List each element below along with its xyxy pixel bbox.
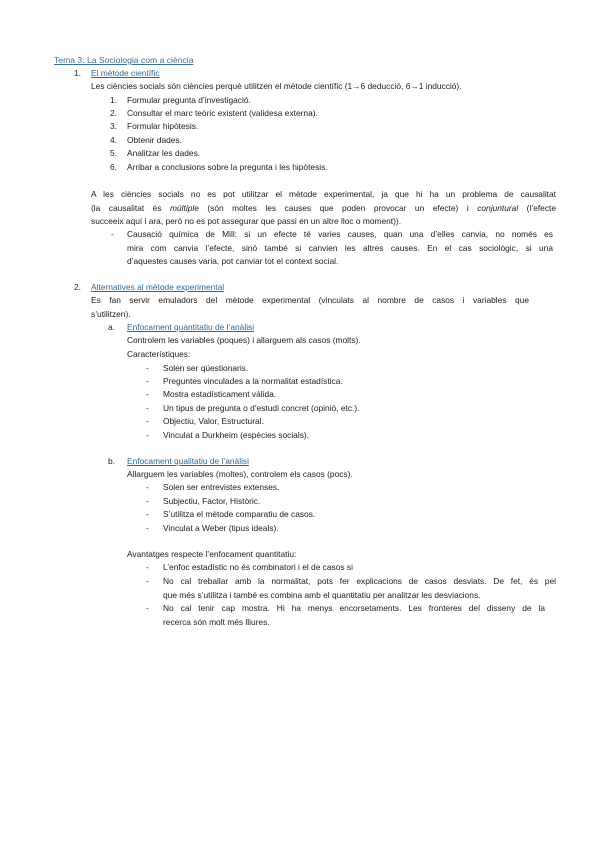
section-1-number: 1.: [74, 68, 81, 78]
step-number: 6.: [110, 162, 117, 172]
step-number: 4.: [110, 135, 117, 145]
list-item: Un tipus de pregunta o d’estudi concret (opinió, etc.).: [163, 403, 360, 413]
bullet-dash: -: [146, 389, 149, 399]
section-2-heading: Alternatives al mètode experimental: [91, 282, 225, 292]
section-2-intro: [91, 294, 529, 321]
section-1-intro: Les ciències socials són ciències perquè utilitzen el mètode científic (1→6 deducció, 6→1 inducció).: [91, 81, 462, 91]
bullet-dash: -: [146, 509, 149, 519]
list-item: Solen ser entrevistes extenses.: [163, 482, 280, 492]
subsection-a-letter: a.: [108, 322, 115, 332]
paragraph-line: recerca són molt més lliures.: [163, 616, 270, 627]
bullet-dash: -: [146, 416, 149, 426]
list-item: Solen ser qüestionaris.: [163, 363, 249, 373]
step-number: 3.: [110, 121, 117, 131]
list-item: [163, 602, 545, 629]
list-item: S’utilitza el mètode comparatiu de casos.: [163, 509, 316, 519]
paragraph-line: Causació química de Mill: si un efecte té varies causes, quan una d’elles canvia, no només es: [127, 229, 553, 239]
step-text: Formular pregunta d’investigació.: [127, 95, 251, 105]
bullet-dash: -: [111, 229, 114, 239]
document-title: Tema 3: La Sociologia com a ciència: [54, 55, 194, 65]
step-text: Consultar el marc teòric existent (validesa externa).: [127, 108, 318, 118]
bullet-dash: -: [146, 562, 149, 572]
bullet-dash: -: [146, 576, 149, 586]
paragraph-line: d’aquestes causes varia, pot canviar tot el context social.: [127, 256, 339, 266]
bullet-dash: -: [146, 430, 149, 440]
list-item: L’enfoc estadístic no és combinatori i el de casos si: [163, 562, 353, 572]
list-item: Mostra estadísticament vàlida.: [163, 389, 277, 399]
bullet-dash: -: [146, 603, 149, 613]
list-item: [163, 575, 556, 602]
paragraph-line: mira com canvia l’efecte, sinó també si canvien les altres causes. En el cas sociològic, si una: [127, 242, 553, 253]
paragraph-line: s’utilitzen).: [91, 308, 131, 319]
paragraph-line: No cal tenir cap mostra. Hi ha menys encorsetaments. Les fronteres del disseny de la: [163, 603, 545, 613]
characteristics-label: Característiques:: [127, 349, 191, 359]
section-1-heading: El mètode científic: [91, 68, 160, 78]
step-text: Analitzar les dades.: [127, 148, 201, 158]
bullet-dash: -: [146, 376, 149, 386]
advantages-label: Avantatges respecte l’enfocament quantitatiu:: [127, 549, 297, 559]
quantitative-summary: Controlem les variables (poques) i allarguem als casos (molts).: [127, 335, 361, 345]
step-text: Formular hipòtesis.: [127, 121, 199, 131]
paragraph-line: Es fan servir emuladors del mètode experimental (vinculats al nombre de casos i variables que: [91, 295, 529, 305]
step-text: Obtenir dades.: [127, 135, 182, 145]
bullet-dash: -: [146, 363, 149, 373]
paragraph-line: No cal treballar amb la normalitat, pots fer explicacions de casos desviats. De fet, és pel: [163, 576, 556, 586]
causality-paragraph: [91, 188, 556, 229]
step-text: Arribar a conclusions sobre la pregunta i les hipòtesis.: [127, 162, 328, 172]
paragraph-line: (la causalitat és múltiple (són moltes les causes que poden provocar un efecte) i conjuntural (l’efecte: [91, 202, 557, 213]
bullet-dash: -: [146, 523, 149, 533]
step-number: 2.: [110, 108, 117, 118]
step-number: 5.: [110, 148, 117, 158]
mill-paragraph: [127, 228, 553, 269]
bullet-dash: -: [146, 482, 149, 492]
list-item: Vinculat a Durkheim (espècies socials).: [163, 430, 310, 440]
list-item: Preguntes vinculades a la normalitat estadística.: [163, 376, 343, 386]
subsection-b-heading: Enfocament qualitatiu de l’anàlisi: [127, 456, 249, 466]
list-item: Vinculat a Weber (tipus ideals).: [163, 523, 279, 533]
subsection-b-letter: b.: [108, 456, 115, 466]
qualitative-summary: Allarguem les variables (moltes), controlem els casos (pocs).: [127, 469, 353, 479]
list-item: Subjectiu, Factor, Històric.: [163, 496, 261, 506]
emphasis-conjuntural: conjuntural: [477, 202, 519, 213]
bullet-dash: -: [146, 496, 149, 506]
emphasis-multiple: múltiple: [170, 202, 199, 213]
paragraph-line: A les ciències socials no es pot utilitzar el mètode experimental, ja que hi ha un problema de causalitat: [91, 189, 556, 199]
paragraph-line: que més s’utilitza i també es combina amb el quantitatiu per analitzar les desviacions.: [163, 589, 481, 600]
bullet-dash: -: [146, 403, 149, 413]
subsection-a-heading: Enfocament quantitatiu de l’anàlisi: [127, 322, 255, 332]
step-number: 1.: [110, 95, 117, 105]
paragraph-line: succeeix aquí i ara, però no es pot assegurar que passi en un altre lloc o moment)).: [91, 216, 402, 226]
list-item: Objectiu, Valor, Estructural.: [163, 416, 264, 426]
section-2-number: 2.: [74, 282, 81, 292]
